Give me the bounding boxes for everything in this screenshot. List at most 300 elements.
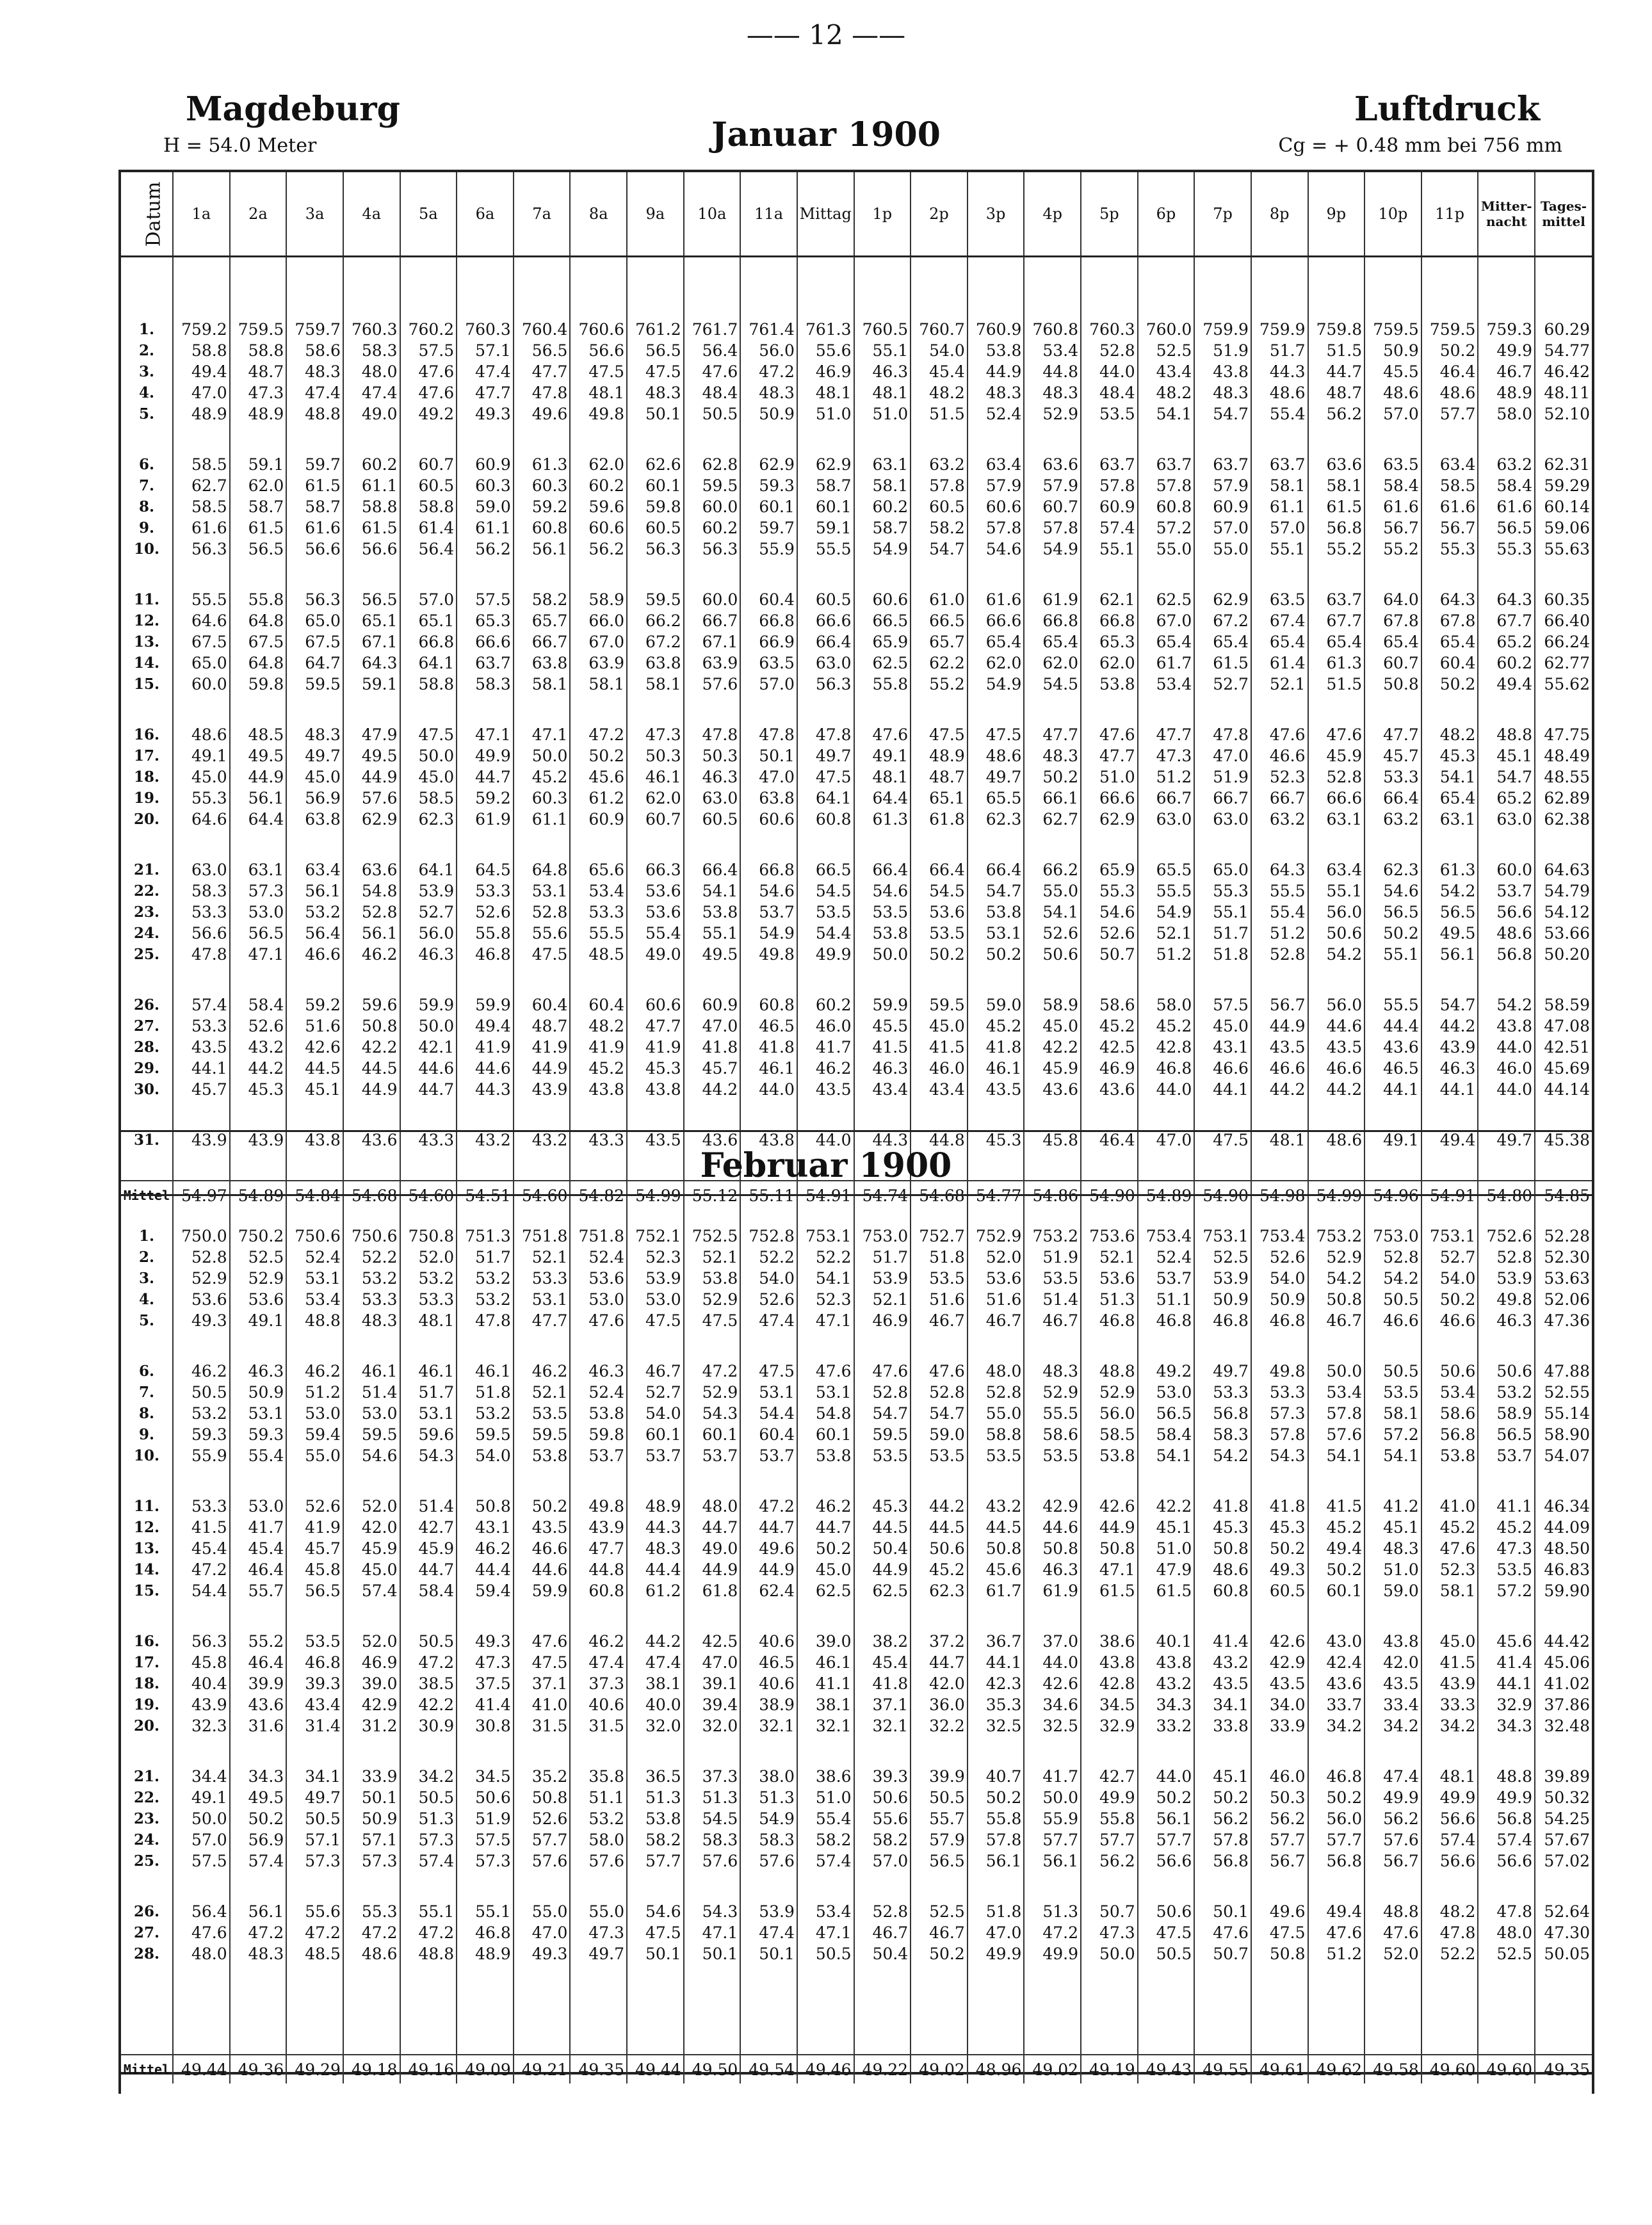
pressure-cell: 59.3: [173, 1424, 230, 1445]
pressure-cell: 51.7: [854, 1247, 911, 1268]
pressure-cell: 47.2: [740, 1496, 797, 1517]
pressure-cell: 66.8: [1024, 610, 1081, 631]
pressure-cell: 45.0: [343, 1559, 400, 1580]
hour-header: 4p: [1024, 172, 1081, 257]
table-row: [121, 1943, 1592, 1964]
pressure-cell: 50.2: [1365, 923, 1421, 944]
pressure-cell: 57.8: [1081, 475, 1138, 496]
pressure-cell: 55.8: [968, 1808, 1024, 1829]
pressure-cell: 49.9: [1478, 340, 1535, 361]
pressure-cell: 43.9: [173, 1129, 230, 1151]
pressure-cell: 65.4: [1421, 788, 1478, 809]
pressure-cell: 53.3: [173, 1496, 230, 1517]
daily-mean-cell: 48.55: [1535, 766, 1592, 788]
pressure-cell: 33.8: [1194, 1715, 1251, 1736]
pressure-cell: 59.2: [457, 788, 514, 809]
pressure-cell: 51.8: [457, 1382, 514, 1403]
pressure-cell: 44.1: [1194, 1079, 1251, 1100]
pressure-cell: 48.1: [570, 382, 627, 403]
pressure-cell: 60.4: [740, 1424, 797, 1445]
pressure-cell: 45.2: [1081, 1015, 1138, 1037]
pressure-cell: 50.0: [400, 1015, 457, 1037]
pressure-cell: 60.2: [684, 517, 741, 538]
pressure-cell: 54.5: [684, 1808, 741, 1829]
pressure-cell: 58.1: [570, 674, 627, 695]
pressure-cell: 54.7: [968, 880, 1024, 902]
pressure-cell: 58.2: [627, 1829, 684, 1850]
pressure-cell: 43.6: [1081, 1079, 1138, 1100]
pressure-cell: 63.2: [1478, 454, 1535, 475]
pressure-cell: 46.3: [1478, 1310, 1535, 1331]
pressure-cell: 47.6: [1081, 724, 1138, 745]
pressure-cell: 50.6: [911, 1538, 968, 1559]
pressure-cell: 32.3: [173, 1715, 230, 1736]
pressure-cell: 46.9: [797, 361, 854, 382]
pressure-cell: 59.5: [684, 475, 741, 496]
pressure-cell: 45.2: [1138, 1015, 1195, 1037]
pressure-cell: 66.0: [570, 610, 627, 631]
pressure-cell: 66.8: [740, 610, 797, 631]
pressure-cell: 53.6: [570, 1268, 627, 1289]
pressure-cell: 46.1: [740, 1058, 797, 1079]
pressure-cell: 58.8: [343, 496, 400, 517]
pressure-cell: 66.7: [684, 610, 741, 631]
pressure-cell: 46.8: [286, 1652, 343, 1673]
daily-mean-cell: 50.20: [1535, 944, 1592, 965]
pressure-cell: 761.4: [740, 319, 797, 340]
pressure-cell: 60.2: [1478, 652, 1535, 674]
pressure-cell: 58.0: [1138, 994, 1195, 1015]
pressure-cell: 45.2: [570, 1058, 627, 1079]
table-row: [121, 652, 1592, 674]
pressure-cell: 752.6: [1478, 1226, 1535, 1247]
pressure-cell: 42.0: [911, 1673, 968, 1694]
pressure-cell: 46.0: [1251, 1766, 1308, 1787]
pressure-cell: 57.7: [1024, 1829, 1081, 1850]
day-cell: 20.: [134, 1717, 160, 1735]
pressure-cell: 53.3: [173, 1015, 230, 1037]
pressure-cell: 41.8: [854, 1673, 911, 1694]
pressure-cell: 50.6: [1138, 1901, 1195, 1922]
pressure-cell: 32.1: [797, 1715, 854, 1736]
pressure-cell: 52.5: [1478, 1943, 1535, 1964]
pressure-cell: 55.1: [1081, 538, 1138, 560]
pressure-cell: 41.4: [1194, 1631, 1251, 1652]
pressure-cell: 63.0: [173, 859, 230, 880]
mean-cell: 54.99: [1308, 1181, 1365, 1210]
pressure-cell: 55.0: [1024, 880, 1081, 902]
pressure-cell: 54.9: [740, 1808, 797, 1829]
pressure-cell: 60.0: [684, 589, 741, 610]
mean-label: Mittel: [121, 1181, 173, 1210]
pressure-cell: 47.1: [1081, 1559, 1138, 1580]
pressure-cell: 759.5: [1421, 319, 1478, 340]
pressure-cell: 39.1: [684, 1673, 741, 1694]
table-row: [121, 809, 1592, 830]
pressure-cell: 50.5: [173, 1382, 230, 1403]
pressure-cell: 45.2: [514, 766, 571, 788]
pressure-cell: 48.3: [286, 361, 343, 382]
pressure-cell: 63.5: [1365, 454, 1421, 475]
pressure-cell: 53.7: [570, 1445, 627, 1466]
pressure-cell: 64.6: [173, 809, 230, 830]
day-cell: 18.: [134, 1675, 160, 1692]
pressure-cell: 55.5: [1024, 1403, 1081, 1424]
pressure-cell: 33.4: [1365, 1694, 1421, 1715]
pressure-cell: 44.3: [627, 1517, 684, 1538]
pressure-cell: 52.1: [854, 1289, 911, 1310]
pressure-cell: 65.9: [1081, 859, 1138, 880]
pressure-cell: 62.7: [1024, 809, 1081, 830]
pressure-cell: 60.2: [797, 994, 854, 1015]
pressure-cell: 50.5: [400, 1787, 457, 1808]
pressure-cell: 43.9: [570, 1517, 627, 1538]
pressure-cell: 46.7: [854, 1922, 911, 1943]
daily-mean-cell: 48.49: [1535, 745, 1592, 766]
mean-cell: 49.62: [1308, 2055, 1365, 2083]
pressure-cell: 57.4: [400, 1850, 457, 1872]
pressure-cell: 48.8: [1365, 1901, 1421, 1922]
pressure-cell: 59.5: [854, 1424, 911, 1445]
pressure-cell: 46.6: [1308, 1058, 1365, 1079]
pressure-cell: 59.4: [286, 1424, 343, 1445]
pressure-cell: 753.1: [1194, 1226, 1251, 1247]
pressure-cell: 54.4: [173, 1580, 230, 1601]
pressure-cell: 49.7: [286, 1787, 343, 1808]
pressure-cell: 52.5: [911, 1901, 968, 1922]
pressure-cell: 44.1: [1478, 1673, 1535, 1694]
pressure-cell: 51.3: [740, 1787, 797, 1808]
pressure-cell: 750.6: [343, 1226, 400, 1247]
pressure-cell: 52.8: [854, 1901, 911, 1922]
pressure-cell: 54.3: [684, 1403, 741, 1424]
pressure-cell: 30.8: [457, 1715, 514, 1736]
pressure-cell: 751.3: [457, 1226, 514, 1247]
pressure-cell: 49.5: [684, 944, 741, 965]
pressure-cell: 57.0: [173, 1829, 230, 1850]
pressure-cell: 47.3: [1478, 1538, 1535, 1559]
pressure-cell: 66.3: [627, 859, 684, 880]
pressure-cell: 58.9: [1024, 994, 1081, 1015]
pressure-cell: 43.2: [968, 1496, 1024, 1517]
pressure-cell: 56.6: [343, 538, 400, 560]
day-cell: 14.: [134, 654, 160, 672]
pressure-cell: 51.7: [1194, 923, 1251, 944]
table-row: [121, 1850, 1592, 1872]
pressure-cell: 59.6: [343, 994, 400, 1015]
day-cell: 21.: [134, 1768, 160, 1785]
pressure-cell: 55.0: [1194, 538, 1251, 560]
pressure-cell: 41.9: [457, 1037, 514, 1058]
pressure-cell: 63.2: [1251, 809, 1308, 830]
pressure-cell: 52.3: [1421, 1559, 1478, 1580]
pressure-cell: 50.2: [1421, 674, 1478, 695]
pressure-cell: 753.0: [854, 1226, 911, 1247]
pressure-cell: 47.0: [514, 1922, 571, 1943]
pressure-cell: 61.2: [627, 1580, 684, 1601]
pressure-cell: 66.4: [797, 631, 854, 652]
pressure-cell: 47.8: [1421, 1922, 1478, 1943]
pressure-cell: 60.3: [457, 475, 514, 496]
pressure-cell: 53.4: [286, 1289, 343, 1310]
mean-cell: 54.90: [1081, 1181, 1138, 1210]
pressure-cell: 50.4: [854, 1538, 911, 1559]
pressure-cell: 58.4: [1138, 1424, 1195, 1445]
pressure-cell: 48.9: [230, 403, 287, 425]
pressure-cell: 57.8: [1194, 1829, 1251, 1850]
pressure-cell: 49.1: [1365, 1129, 1421, 1151]
pressure-cell: 47.7: [1365, 724, 1421, 745]
pressure-cell: 47.8: [797, 724, 854, 745]
pressure-cell: 59.4: [457, 1580, 514, 1601]
pressure-cell: 56.3: [797, 674, 854, 695]
pressure-cell: 52.2: [1421, 1943, 1478, 1964]
pressure-cell: 51.2: [1308, 1943, 1365, 1964]
table-row: [121, 1361, 1592, 1382]
pressure-cell: 44.7: [457, 766, 514, 788]
pressure-cell: 55.5: [173, 589, 230, 610]
table-row: [121, 1058, 1592, 1079]
pressure-cell: 60.0: [1478, 859, 1535, 880]
pressure-cell: 31.6: [230, 1715, 287, 1736]
pressure-cell: 49.4: [457, 1015, 514, 1037]
pressure-cell: 56.1: [968, 1850, 1024, 1872]
daily-mean-cell: 52.64: [1535, 1901, 1592, 1922]
pressure-cell: 52.3: [627, 1247, 684, 1268]
pressure-cell: 62.9: [797, 454, 854, 475]
pressure-cell: 53.3: [570, 902, 627, 923]
pressure-cell: 47.8: [514, 382, 571, 403]
pressure-cell: 47.7: [457, 382, 514, 403]
spacer-row: [121, 1100, 1592, 1129]
day-cell: 15.: [134, 676, 160, 693]
pressure-cell: 58.1: [627, 674, 684, 695]
pressure-cell: 62.5: [854, 652, 911, 674]
pressure-cell: 60.9: [1081, 496, 1138, 517]
pressure-cell: 56.5: [230, 923, 287, 944]
pressure-cell: 45.9: [1308, 745, 1365, 766]
pressure-cell: 52.6: [457, 902, 514, 923]
pressure-cell: 61.3: [1421, 859, 1478, 880]
pressure-cell: 59.8: [230, 674, 287, 695]
pressure-cell: 52.8: [1308, 766, 1365, 788]
pressure-cell: 62.5: [797, 1580, 854, 1601]
pressure-cell: 49.5: [230, 1787, 287, 1808]
daily-mean-cell: 48.11: [1535, 382, 1592, 403]
pressure-cell: 56.8: [1478, 944, 1535, 965]
pressure-cell: 47.6: [1308, 724, 1365, 745]
spacer-row: [121, 1331, 1592, 1361]
pressure-cell: 52.3: [1251, 766, 1308, 788]
pressure-cell: 44.5: [911, 1517, 968, 1538]
pressure-cell: 41.8: [968, 1037, 1024, 1058]
pressure-cell: 46.7: [1024, 1310, 1081, 1331]
pressure-cell: 47.5: [514, 944, 571, 965]
pressure-cell: 47.5: [1138, 1922, 1195, 1943]
pressure-cell: 47.0: [1138, 1129, 1195, 1151]
pressure-cell: 52.9: [1024, 403, 1081, 425]
pressure-cell: 36.0: [911, 1694, 968, 1715]
pressure-cell: 43.2: [457, 1129, 514, 1151]
pressure-cell: 47.1: [797, 1922, 854, 1943]
pressure-cell: 48.0: [343, 361, 400, 382]
daily-mean-cell: 53.63: [1535, 1268, 1592, 1289]
pressure-cell: 43.1: [457, 1517, 514, 1538]
daily-mean-cell: 58.59: [1535, 994, 1592, 1015]
daily-mean-cell: 54.79: [1535, 880, 1592, 902]
pressure-cell: 54.7: [1421, 994, 1478, 1015]
pressure-cell: 53.0: [343, 1403, 400, 1424]
pressure-cell: 47.6: [854, 1361, 911, 1382]
pressure-cell: 42.2: [343, 1037, 400, 1058]
pressure-cell: 62.4: [740, 1580, 797, 1601]
pressure-cell: 67.2: [627, 631, 684, 652]
pressure-cell: 63.5: [740, 652, 797, 674]
pressure-cell: 60.2: [343, 454, 400, 475]
pressure-cell: 47.5: [797, 766, 854, 788]
daily-mean-cell: 41.02: [1535, 1673, 1592, 1694]
pressure-cell: 55.0: [286, 1445, 343, 1466]
day-cell: 2.: [139, 1249, 155, 1266]
pressure-cell: 51.6: [911, 1289, 968, 1310]
pressure-cell: 44.9: [343, 1079, 400, 1100]
pressure-cell: 44.9: [740, 1559, 797, 1580]
pressure-cell: 53.9: [740, 1901, 797, 1922]
pressure-cell: 57.3: [343, 1850, 400, 1872]
pressure-cell: 53.4: [1308, 1382, 1365, 1403]
pressure-cell: 51.0: [1365, 1559, 1421, 1580]
pressure-cell: 66.4: [684, 859, 741, 880]
pressure-cell: 45.4: [173, 1538, 230, 1559]
hour-header: 11a: [740, 172, 797, 257]
pressure-cell: 52.1: [1251, 674, 1308, 695]
mean-cell: 49.54: [740, 2055, 797, 2083]
pressure-cell: 57.6: [1308, 1424, 1365, 1445]
pressure-cell: 53.2: [400, 1268, 457, 1289]
daily-mean-cell: 46.83: [1535, 1559, 1592, 1580]
pressure-cell: 51.6: [286, 1015, 343, 1037]
pressure-cell: 53.2: [1478, 1382, 1535, 1403]
pressure-cell: 53.2: [286, 902, 343, 923]
pressure-cell: 55.1: [684, 923, 741, 944]
pressure-cell: 58.6: [1421, 1403, 1478, 1424]
pressure-cell: 47.6: [570, 1310, 627, 1331]
spacer-row: [121, 695, 1592, 724]
pressure-cell: 49.3: [457, 1631, 514, 1652]
pressure-cell: 48.5: [570, 944, 627, 965]
pressure-cell: 65.4: [1024, 631, 1081, 652]
pressure-cell: 46.6: [1251, 745, 1308, 766]
pressure-cell: 66.4: [968, 859, 1024, 880]
pressure-cell: 43.8: [740, 1129, 797, 1151]
pressure-cell: 44.2: [1308, 1079, 1365, 1100]
pressure-cell: 60.3: [514, 788, 571, 809]
pressure-cell: 47.1: [457, 724, 514, 745]
pressure-cell: 46.4: [1421, 361, 1478, 382]
pressure-cell: 52.2: [797, 1247, 854, 1268]
day-cell: 19.: [134, 1696, 160, 1713]
pressure-cell: 49.4: [1421, 1129, 1478, 1151]
pressure-cell: 53.4: [1421, 1382, 1478, 1403]
pressure-cell: 55.4: [230, 1445, 287, 1466]
pressure-cell: 63.9: [684, 652, 741, 674]
spacer-row: [121, 965, 1592, 994]
pressure-cell: 59.0: [911, 1424, 968, 1445]
pressure-cell: 44.7: [400, 1559, 457, 1580]
pressure-cell: 47.6: [1194, 1922, 1251, 1943]
pressure-cell: 47.5: [740, 1361, 797, 1382]
pressure-cell: 36.7: [968, 1631, 1024, 1652]
pressure-cell: 44.9: [230, 766, 287, 788]
pressure-cell: 67.5: [286, 631, 343, 652]
pressure-cell: 50.2: [1138, 1787, 1195, 1808]
pressure-cell: 43.8: [627, 1079, 684, 1100]
pressure-cell: 57.3: [230, 880, 287, 902]
pressure-cell: 61.8: [684, 1580, 741, 1601]
pressure-cell: 44.6: [1024, 1517, 1081, 1538]
pressure-cell: 50.0: [400, 745, 457, 766]
pressure-cell: 56.3: [627, 538, 684, 560]
pressure-cell: 44.0: [1081, 361, 1138, 382]
pressure-cell: 58.5: [400, 788, 457, 809]
pressure-cell: 51.8: [968, 1901, 1024, 1922]
pressure-cell: 753.4: [1251, 1226, 1308, 1247]
day-cell: 8.: [139, 498, 155, 515]
pressure-cell: 59.0: [968, 994, 1024, 1015]
pressure-cell: 47.7: [514, 1310, 571, 1331]
pressure-cell: 53.1: [230, 1403, 287, 1424]
pressure-cell: 47.3: [627, 724, 684, 745]
pressure-cell: 46.0: [797, 1015, 854, 1037]
pressure-cell: 55.3: [173, 788, 230, 809]
pressure-cell: 50.0: [1024, 1787, 1081, 1808]
pressure-cell: 60.2: [854, 496, 911, 517]
day-cell: 5.: [139, 1312, 155, 1329]
pressure-cell: 32.0: [627, 1715, 684, 1736]
pressure-cell: 32.1: [740, 1715, 797, 1736]
day-cell: 17.: [134, 747, 160, 765]
pressure-cell: 46.0: [911, 1058, 968, 1079]
day-cell: 26.: [134, 996, 160, 1014]
pressure-cell: 48.8: [286, 1310, 343, 1331]
pressure-cell: 52.3: [797, 1289, 854, 1310]
pressure-cell: 48.9: [627, 1496, 684, 1517]
pressure-cell: 64.8: [230, 652, 287, 674]
pressure-cell: 51.8: [1194, 944, 1251, 965]
day-cell: 16.: [134, 726, 160, 743]
pressure-cell: 52.9: [230, 1268, 287, 1289]
hour-header: 7p: [1194, 172, 1251, 257]
pressure-cell: 52.2: [740, 1247, 797, 1268]
pressure-cell: 61.5: [1308, 496, 1365, 517]
day-cell: 27.: [134, 1017, 160, 1035]
mean-cell: 54.80: [1478, 1181, 1535, 1210]
pressure-cell: 750.2: [230, 1226, 287, 1247]
pressure-cell: 46.2: [797, 1058, 854, 1079]
pressure-cell: 41.7: [230, 1517, 287, 1538]
day-cell: 31.: [134, 1131, 160, 1149]
pressure-cell: 46.1: [400, 1361, 457, 1382]
pressure-cell: 61.7: [968, 1580, 1024, 1601]
pressure-cell: 56.5: [911, 1850, 968, 1872]
pressure-cell: 52.5: [1194, 1247, 1251, 1268]
pressure-cell: 54.1: [1138, 1445, 1195, 1466]
pressure-cell: 46.1: [343, 1361, 400, 1382]
pressure-cell: 761.7: [684, 319, 741, 340]
pressure-cell: 50.9: [1365, 340, 1421, 361]
pressure-cell: 44.1: [173, 1058, 230, 1079]
pressure-cell: 46.3: [854, 361, 911, 382]
